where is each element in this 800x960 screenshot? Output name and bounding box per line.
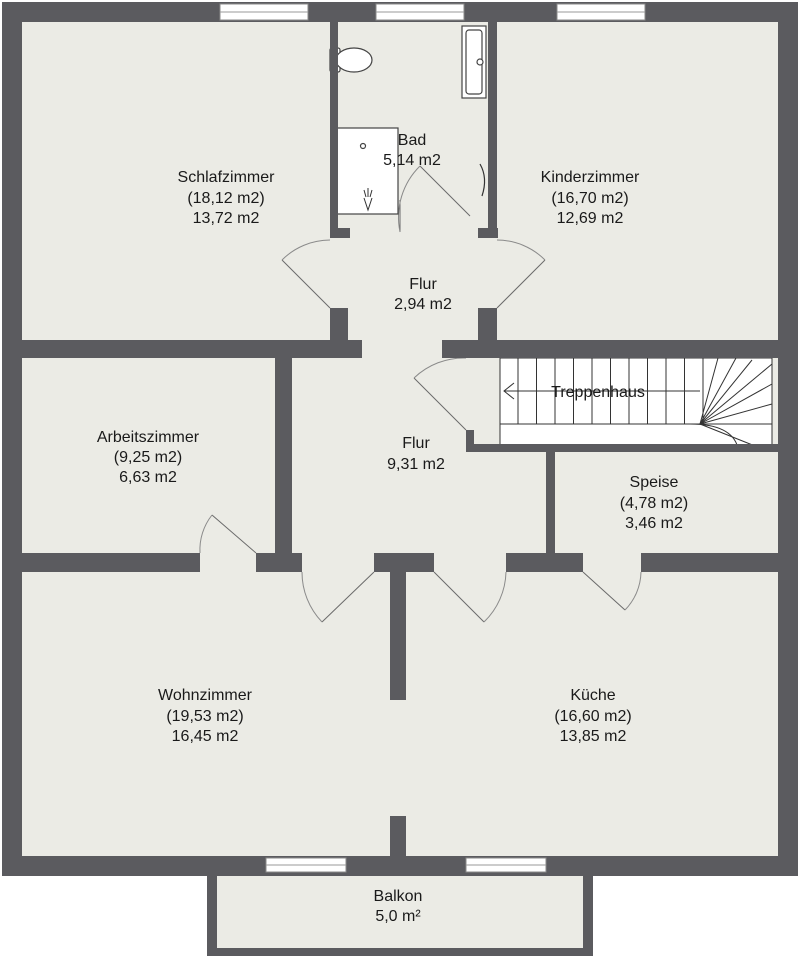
label-bad-name: Bad: [397, 132, 427, 149]
label-flur-center-name: Flur: [402, 435, 430, 452]
label-flur-upper-name: Flur: [409, 276, 437, 293]
label-kinderzimmer-net: 12,69 m2: [556, 210, 624, 227]
opening-speise-door: [583, 550, 641, 574]
label-arbeitszimmer-name: Arbeitszimmer: [96, 429, 200, 446]
label-wohnzimmer-name: Wohnzimmer: [158, 687, 252, 704]
label-kinderzimmer-gross: (16,70 m2): [551, 190, 629, 207]
label-speise-name: Speise: [629, 474, 679, 491]
label-wohnzimmer-gross: (19,53 m2): [166, 708, 244, 725]
label-kueche-name: Küche: [570, 687, 616, 704]
opening-arbeitszimmer-door: [200, 550, 256, 574]
room-wk-opening: [386, 700, 410, 816]
sink-icon: [462, 26, 486, 98]
opening-bad-door: [400, 232, 472, 242]
label-kinderzimmer-name: Kinderzimmer: [540, 169, 640, 186]
opening-kueche-door: [434, 550, 506, 574]
label-wohnzimmer-net: 16,45 m2: [171, 728, 239, 745]
opening-schlafzimmer-door: [328, 236, 350, 308]
opening-flur-passage: [362, 336, 442, 360]
label-treppenhaus-name: Treppenhaus: [551, 384, 645, 401]
shower-tray: [334, 128, 398, 214]
room-schlafzimmer: [22, 22, 330, 340]
label-schlafzimmer-name: Schlafzimmer: [177, 169, 275, 186]
opening-stair-door: [458, 358, 472, 430]
label-speise-net: 3,46 m2: [625, 515, 683, 532]
label-flur-upper-net: 2,94 m2: [394, 296, 452, 313]
label-balkon-net: 5,0 m²: [375, 908, 421, 925]
staircase: [500, 358, 772, 448]
opening-kinderzimmer-door: [478, 236, 500, 308]
label-schlafzimmer-net: 13,72 m2: [192, 210, 260, 227]
label-kueche-gross: (16,60 m2): [554, 708, 632, 725]
label-kueche-net: 13,85 m2: [559, 728, 627, 745]
label-balkon-name: Balkon: [373, 888, 423, 905]
label-flur-center-net: 9,31 m2: [387, 456, 445, 473]
label-schlafzimmer-gross: (18,12 m2): [187, 190, 265, 207]
label-arbeitszimmer-net: 6,63 m2: [119, 469, 177, 486]
label-arbeitszimmer-gross: (9,25 m2): [113, 449, 183, 466]
opening-wohnzimmer-door: [302, 550, 374, 574]
label-speise-gross: (4,78 m2): [619, 495, 689, 512]
label-bad-net: 5,14 m2: [383, 152, 441, 169]
